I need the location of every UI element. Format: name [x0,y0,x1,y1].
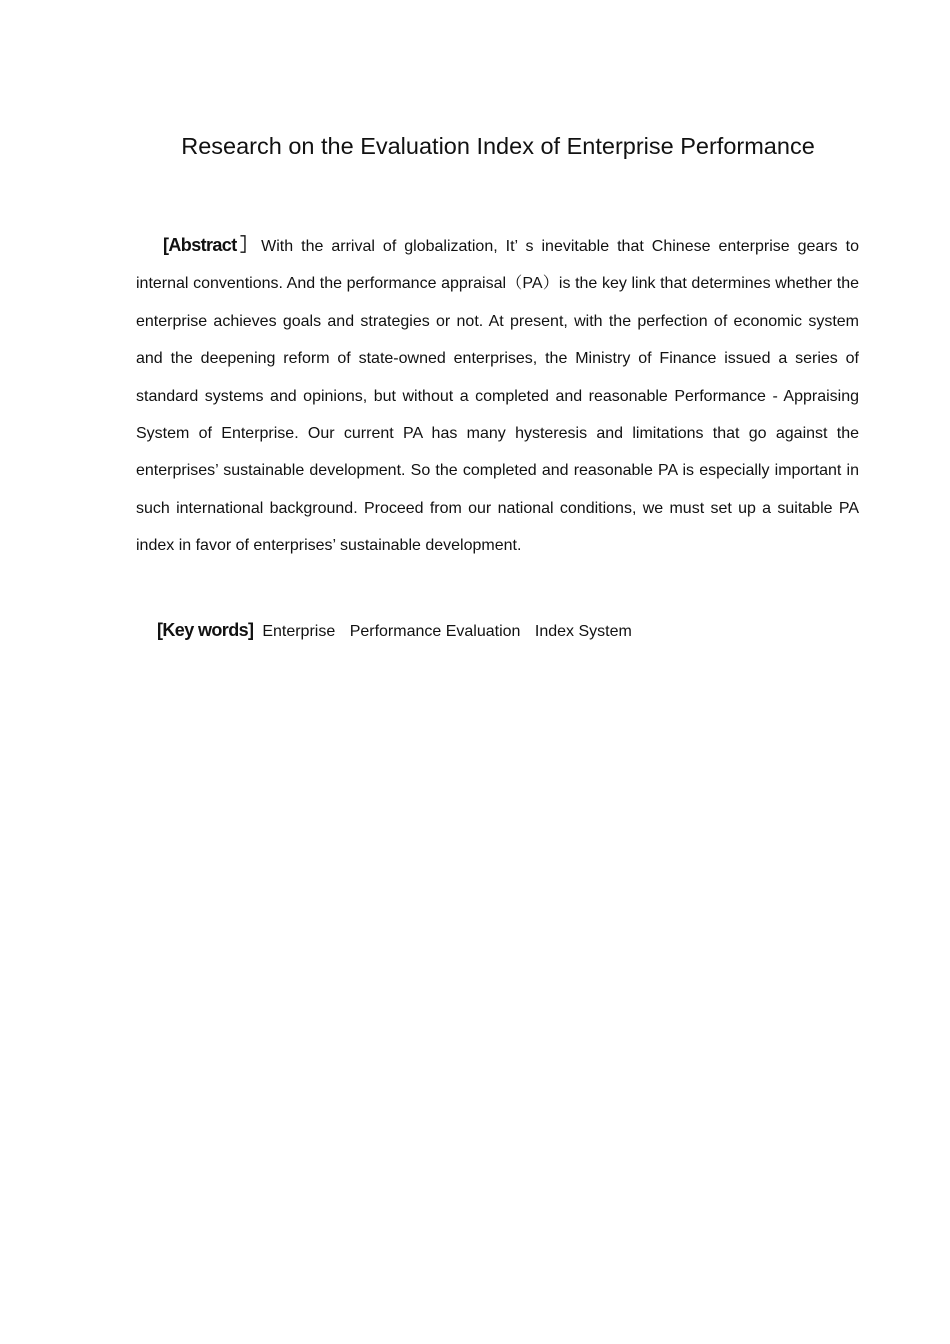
abstract-label: [Abstract］ [163,235,262,255]
abstract-text: With the arrival of globalization, It’ s inevitable that Chinese enterprise gears to internal conventions. And the performance appraisal（PA）is the key link that determines whether the enterprise achieves goals and strategies or not. At present, with the perfection of economic system and the deepening reform of state-owned enterprises, the Ministry of Finance issued a series of standard systems and opinions, but without a completed and reasonable Performance - Appraising System of Enterprise. Our current PA has many hysteresis and limitations that go against the enterprises’ sustainable development. So the completed and reasonable PA is especially important in such international background. Proceed from our national conditions, we must set up a suitable PA index in favor of enterprises’ sustainable development. [136,238,860,555]
keyword-item: Enterprise [262,623,336,640]
keyword-item: Performance Evaluation [349,623,521,640]
keywords-label: [Key words] [157,620,254,640]
abstract-paragraph [136,227,859,565]
document-title: Research on the Evaluation Index of Enterprise Performance [181,133,815,159]
keywords-line [157,612,642,650]
keyword-item: Index System [534,623,632,640]
